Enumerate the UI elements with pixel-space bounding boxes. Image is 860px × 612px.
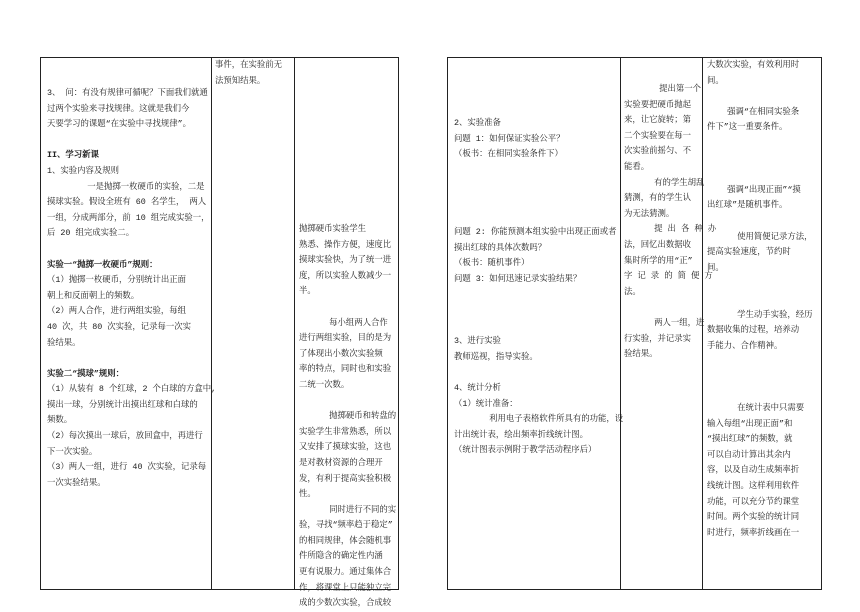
text-line: 作，将课堂上只能独立完 — [299, 582, 392, 593]
text-line — [707, 136, 813, 152]
text-line: 二个实验要在每一 — [624, 130, 691, 141]
text-line — [47, 351, 216, 367]
text-line — [454, 319, 623, 335]
text-line: 二统一次数。 — [299, 379, 350, 390]
text-line — [707, 370, 813, 386]
text-line: 又安排了摸球实验，这也 — [299, 442, 392, 453]
text-line: 教师巡视，指导实验。 — [454, 351, 538, 362]
left-col-divider-2 — [294, 58, 295, 589]
text-line: 同时进行不同的实 — [299, 504, 397, 515]
text-line: 一是抛掷一枚硬币的实验，二是 — [47, 181, 205, 192]
text-line: 度，所以实验人数减少一 — [299, 270, 392, 281]
text-line: II、学习新课 — [47, 150, 99, 161]
text-line: 能看。 — [624, 161, 650, 172]
text-line: （3）两人一组，进行 40 次实验，记录每 — [47, 462, 207, 473]
text-line: 为无法猜测。 — [624, 208, 675, 219]
text-line: 手能力、合作精神。 — [707, 340, 783, 351]
text-line: 验结果。 — [47, 337, 81, 348]
text-line: 下一次实验。 — [47, 446, 98, 457]
text-line: 实验二“摸球”规则： — [47, 368, 125, 379]
text-line: （2）每次摸出一球后，放回盒中，再进行 — [47, 431, 203, 442]
text-line: 问题 2: 你能预测本组实验中出现正面或者 — [454, 227, 617, 238]
text-line — [454, 194, 623, 210]
text-line: 时进行，频率折线画在一 — [707, 527, 800, 538]
left-col2-text — [215, 58, 282, 89]
text-line — [299, 394, 396, 410]
right-col1-text — [454, 116, 623, 459]
text-line: 大数次实验，有效利用时 — [707, 60, 800, 70]
text-line: 2、实验准备 — [454, 118, 501, 128]
text-line: 来，让它旋转；第 — [624, 115, 691, 126]
text-line: 更有说服力。通过集体合 — [299, 567, 392, 578]
text-line: 一次实验结果。 — [47, 477, 106, 488]
text-line: 强调“在相同实验条 — [707, 106, 800, 117]
text-line: 次实验前摇匀、不 — [624, 146, 691, 157]
text-line: 验结果。 — [624, 349, 658, 360]
text-line: 利用电子表格软件所具有的功能，设 — [454, 414, 624, 425]
text-line — [707, 167, 813, 183]
text-line: 是对教材资源的合理开 — [299, 457, 383, 468]
text-line: 了体现出小数次实验频 — [299, 348, 383, 359]
text-line: 功能，可以充分节约课堂 — [707, 496, 800, 507]
text-line: 间。 — [707, 75, 724, 86]
text-line: 成的少数次实验，合成较 — [299, 598, 392, 609]
text-line — [707, 292, 813, 308]
text-line: 有的学生胡乱 — [624, 177, 705, 188]
text-line: 一组，分成两部分，前 10 组完成实验一， — [47, 212, 210, 223]
text-line: 线统计图。这样利用软件 — [707, 481, 800, 492]
text-line — [47, 242, 216, 258]
text-line: 抛掷硬币和转盘的 — [299, 411, 397, 422]
text-line: 摸球实验快，为了统一进 — [299, 255, 392, 266]
text-line: （1）统计准备： — [454, 398, 518, 409]
text-line: 40 次，共 80 次实验，记录每一次实 — [47, 321, 192, 332]
text-line — [47, 133, 216, 149]
text-line: 输入每组“出现正面”和 — [707, 418, 793, 429]
text-line — [707, 152, 813, 168]
text-line: 件所隐含的确定性内涵 — [299, 551, 383, 562]
text-line: 行实验，并记录实 — [624, 333, 691, 344]
text-line: 进行两组实验，目的是为 — [299, 333, 392, 344]
text-line: 学生动手实验，经历 — [707, 309, 813, 320]
text-line: 过两个实验来寻找规律。这就是我们今 — [47, 103, 190, 114]
text-line: 频数。 — [47, 415, 73, 426]
text-line — [707, 89, 813, 105]
text-line: 提出第一个 — [624, 84, 702, 94]
text-line: 法，回忆出数据收 — [624, 239, 691, 250]
text-line: 的相同规律，体会随机事 — [299, 535, 392, 546]
text-line: 实验要把硬币抛起 — [624, 99, 691, 110]
text-line: 数据收集的过程，培养动 — [707, 325, 800, 336]
text-line: 提高实验速度，节约时 — [707, 247, 791, 258]
text-line — [707, 385, 813, 401]
text-line: 猜测，有的学生认 — [624, 193, 691, 204]
text-line: 抛掷硬币实验学生 — [299, 224, 366, 234]
text-line: 摸球实验。假设全班有 60 名学生， 两人 — [47, 197, 207, 208]
text-line: 法预知结果。 — [215, 75, 266, 86]
text-line: 提 出 各 种 办 — [624, 224, 717, 235]
text-line: 时间。两个实验的统计同 — [707, 512, 800, 523]
text-line — [454, 303, 623, 319]
text-line: 问题 3：如何迅速记录实验结果？ — [454, 273, 582, 284]
text-line — [454, 178, 623, 194]
text-line: 计出统计表，绘出频率折线统计图。 — [454, 429, 588, 440]
text-line: 摸出一球，分别统计出摸出红球和白球的 — [47, 399, 198, 410]
text-line — [454, 210, 623, 226]
right-col2-text — [624, 82, 716, 363]
text-line: 天要学习的课题“在实验中寻找规律”。 — [47, 119, 192, 130]
text-line: 实验学生非常熟悉，所以 — [299, 426, 392, 437]
text-line: 验，寻找“频率趋于稳定” — [299, 520, 393, 531]
left-col3-text — [299, 222, 396, 612]
text-line: （板书：在相同实验条件下） — [454, 149, 563, 160]
text-line: （1）从装有 8 个红球，2 个白球的方盒中, — [47, 384, 217, 395]
left-table — [40, 57, 399, 609]
text-line: 每小组两人合作 — [299, 317, 388, 328]
left-col1-text — [47, 86, 216, 491]
text-line: 发，有利于提高实验积极 — [299, 473, 392, 484]
text-line: 后 20 组完成实验二。 — [47, 228, 135, 239]
text-line: 性。 — [299, 489, 316, 500]
text-line: 件下”这一重要条件。 — [707, 122, 788, 133]
text-line: （1）抛掷一枚硬币，分别统计出正面 — [47, 275, 187, 286]
right-col3-text — [707, 58, 813, 541]
text-line: 4、统计分析 — [454, 383, 501, 394]
text-line — [707, 214, 813, 230]
text-line: 出红球”是随机事件。 — [707, 200, 788, 211]
text-line: 间。 — [707, 262, 724, 273]
text-line: 朝上和反面朝上的频数。 — [47, 290, 140, 301]
text-line: 两人一组，进 — [624, 317, 705, 328]
text-line: 在统计表中只需要 — [707, 403, 805, 414]
right-table — [447, 57, 822, 590]
text-line — [454, 288, 623, 304]
text-line — [707, 276, 813, 292]
text-line — [299, 300, 396, 316]
text-line — [454, 366, 623, 382]
text-line: 可以自动计算出其余内 — [707, 449, 791, 460]
text-line: 摸出红球的具体次数吗？ — [454, 242, 547, 253]
text-line: 法。 — [624, 286, 641, 297]
text-line: 集时所学的用“正” — [624, 255, 693, 266]
text-line: （统计图表示例附于教学活动程序后） — [454, 445, 597, 456]
text-line: 事件，在实验前无 — [215, 60, 282, 70]
text-line: 熟悉、操作方便，速度比 — [299, 239, 392, 250]
text-line: “摸出红球”的频数，就 — [707, 434, 793, 445]
text-line: 3、进行实验 — [454, 336, 501, 347]
text-line: 问题 1：如何保证实验公平？ — [454, 133, 565, 144]
text-line — [707, 354, 813, 370]
text-line: （2）两人合作，进行两组实验，每组 — [47, 306, 187, 317]
text-line: （板书：随机事件） — [454, 258, 530, 269]
text-line: 半。 — [299, 286, 316, 297]
text-line: 容，以及自动生成频率折 — [707, 465, 800, 476]
text-line: 实验一“抛掷一枚硬币”规则： — [47, 259, 158, 270]
text-line — [454, 163, 623, 179]
text-line: 1、实验内容及规则 — [47, 165, 120, 176]
text-line: 强调“出现正面”“摸 — [707, 184, 801, 195]
text-line: 字 记 录 的 简 便 方 — [624, 271, 713, 282]
text-line — [624, 300, 716, 316]
text-line: 使用简便记录方法， — [707, 231, 813, 242]
text-line: 3、 问：有没有规律可循呢？下面我们就通 — [47, 88, 208, 98]
text-line: 率的特点，同时也和实验 — [299, 364, 392, 375]
